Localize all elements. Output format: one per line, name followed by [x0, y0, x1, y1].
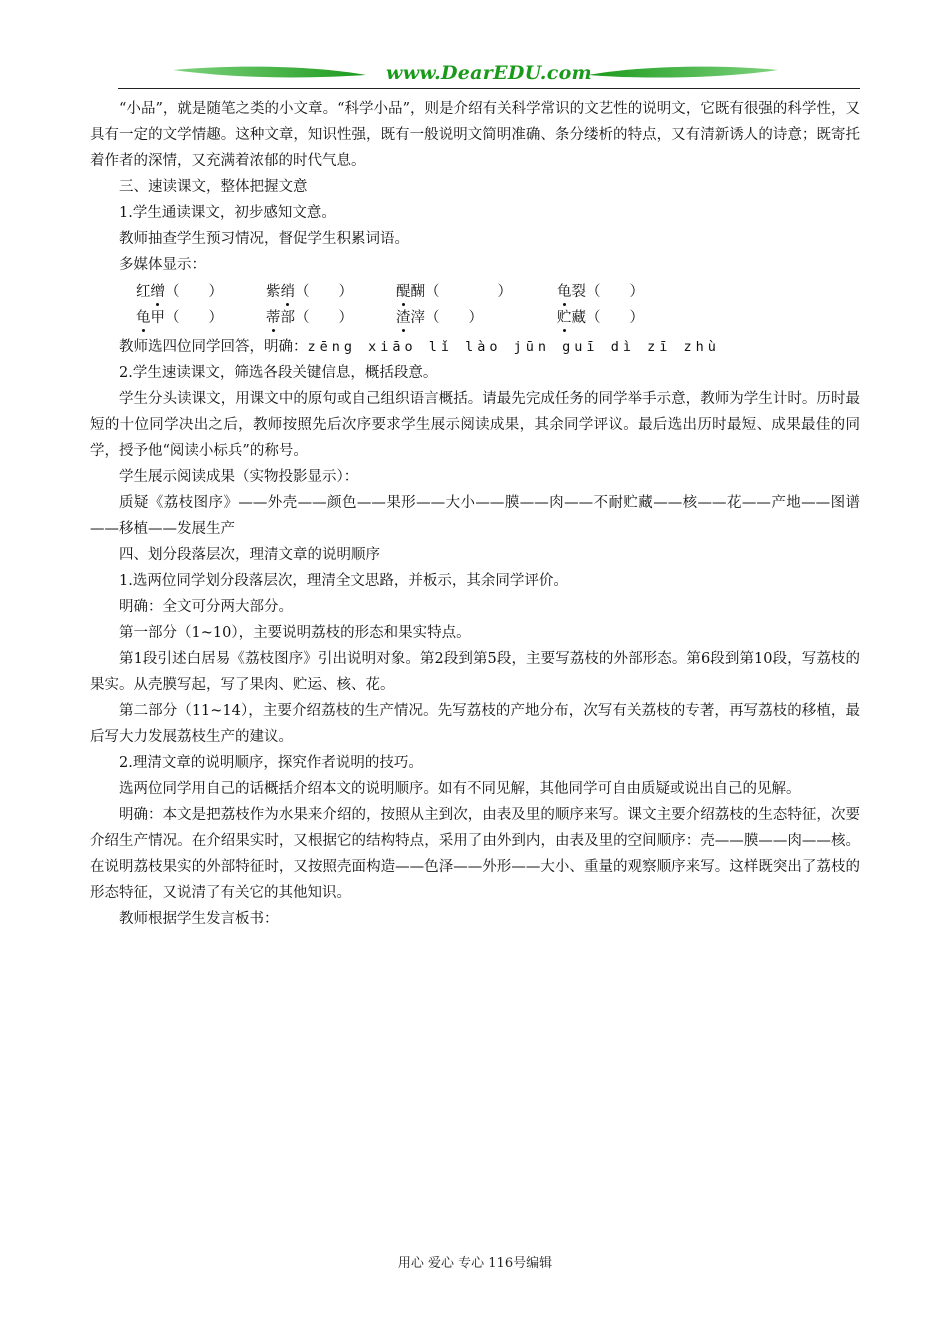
board-line: 教师根据学生发言板书：: [119, 911, 279, 927]
order-paragraph: 选两位同学用自己的话概括介绍本文的说明顺序。如有不同见解，其他同学可自由质疑或说出自己的见解。: [119, 781, 801, 797]
group-reading-paragraph: 学生分头读课文，用课文中的原句或自己组织语言概括。请最先完成任务的同学举手示意，教师为学生计时。历时最短的十位同学决出之后，教师按照先后次序要求学生展示阅读成果，其余同学评议。最后选出历时最短、成果最佳的同学，授予他“阅读小标兵”的称号。: [90, 391, 860, 459]
document-body: [90, 96, 860, 932]
content-chain-paragraph: 质疑《荔枝图序》——外壳——颜色——果形——大小——膜——肉——不耐贮藏——核——花——产地——图谱——移植——发展生产: [90, 495, 860, 537]
answer-line: [90, 334, 860, 360]
order-answer-paragraph: 明确：本文是把荔枝作为水果来介绍的，按照从主到次，由表及里的顺序来写。课文主要介绍荔枝的生态特征，次要介绍生产情况。在介绍果实时，又根据它的结构特点，采用了由外到内，由表及里的空间顺序：壳——膜——肉——核。在说明荔枝果实的外部特征时，又按照壳面构造——色泽——外形——大小、重量的观察顺序来写。这样既突出了荔枝的形态特征，又说清了有关它的其他知识。: [90, 807, 860, 901]
vocabulary-grid: [90, 278, 860, 334]
vocab-item: 蒂部（ ）: [266, 306, 353, 330]
answer-label: 教师选四位同学回答，明确：: [119, 339, 308, 355]
part-2-paragraph: 第二部分（11~14），主要介绍荔枝的生产情况。先写荔枝的产地分布，次写有关荔枝的专著，再写荔枝的移植，最后写大力发展荔枝生产的建议。: [90, 703, 860, 745]
section-3-title: 三、速读课文，整体把握文意: [119, 179, 308, 195]
vocab-item: 红缯（ ）: [136, 280, 223, 304]
page-header: [118, 58, 860, 92]
vocab-item: 贮藏（ ）: [557, 306, 644, 330]
header-divider: [118, 88, 860, 89]
part-1-line: 第一部分（1~10），主要说明荔枝的形态和果实特点。: [119, 625, 471, 641]
vocab-item: 醍醐（ ）: [396, 280, 512, 304]
vocab-item: 渣滓（ ）: [396, 306, 483, 330]
site-logo[interactable]: www.DearEDU.com: [386, 62, 592, 84]
section-3-item-2: 2.学生速读课文，筛选各段关键信息，概括段意。: [119, 365, 438, 381]
section-4-item-2: 2.理清文章的说明顺序，探究作者说明的技巧。: [119, 755, 423, 771]
vocab-item: 龟甲（ ）: [136, 306, 223, 330]
section-3-item-1: 1.学生通读课文，初步感知文意。: [119, 205, 336, 221]
page-footer: 用心 爱心 专心 116号编辑: [397, 1256, 553, 1271]
answer-pinyin: zēng xiāo lǐ lào jūn guī dì zī zhù: [307, 339, 720, 355]
media-display-label: 多媒体显示：: [119, 257, 206, 273]
vocab-item: 龟裂（ ）: [557, 280, 644, 304]
section-4-title: 四、划分段落层次，理清文章的说明顺序: [119, 547, 380, 563]
intro-paragraph: “小品”，就是随笔之类的小文章。“科学小品”，则是介绍有关科学常识的文艺性的说明文，它既有很强的科学性，又具有一定的文学情趣。这种文章，知识性强，既有一般说明文简明准确、条分缕析的特点，又有清新诱人的诗意；既寄托着作者的深情，又充满着浓郁的时代气息。: [90, 101, 860, 169]
vocab-item: 紫绡（ ）: [266, 280, 353, 304]
section-4-item-1: 1.选两位同学划分段落层次，理清全文思路，并板示，其余同学评价。: [119, 573, 568, 589]
show-results-line: 学生展示阅读成果（实物投影显示）：: [119, 469, 359, 485]
part-1-detail: 第1段引述白居易《荔枝图序》引出说明对象。第2段到第5段，主要写荔枝的外部形态。第6段到第10段，写荔枝的果实。从壳膜写起，写了果肉、贮运、核、花。: [90, 651, 860, 693]
teacher-check-line: 教师抽查学生预习情况，督促学生积累词语。: [119, 231, 409, 247]
section-4-clear: 明确：全文可分两大部分。: [119, 599, 293, 615]
